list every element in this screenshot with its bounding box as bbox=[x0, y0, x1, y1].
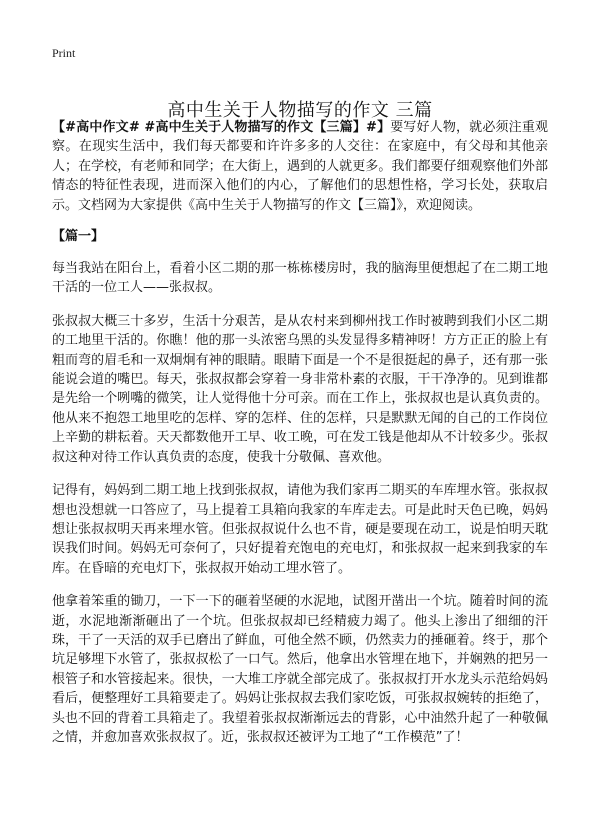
intro-text: 要写好人物，就必须注重观察。在现实生活中，我们每天都要和许许多多的人交往：在家庭中，有父母和其他亲人；在学校，有老师和同学；在大街上，遇到的人就更多。我们都要仔细观察他们外部情态的特征性表现，进而深入他们的内心，了解他们的思想性格，学习长处，获取启示。文档网为大家提供《高中生关于人物描写的作文【三篇】》，欢迎阅读。 bbox=[52, 120, 548, 213]
intro-tags: 【#高中作文# #高中生关于人物描写的作文【三篇】#】 bbox=[52, 120, 391, 135]
section-heading: 【篇一】 bbox=[52, 229, 105, 245]
article-body bbox=[52, 118, 548, 761]
body-paragraph-3: 记得有，妈妈到二期工地上找到张叔叔，请他为我们家再二期买的车库埋水管。张叔叔想也没想就一口答应了，马上提着工具箱向我家的车库走去。可是此时天色已晚，妈妈想让张叔叔明天再来埋水管。但张叔叔说什么也不肯，硬是要现在动工，说是怕明天耽误我们时间。妈妈无可奈何了，只好提着充饱电的充电灯，和张叔叔一起来到我家的车库。在昏暗的充电灯下，张叔叔开始动工埋水管了。 bbox=[52, 483, 548, 576]
body-paragraph-1: 每当我站在阳台上，看着小区二期的那一栋栋楼房时，我的脑海里便想起了在二期工地干活的一位工人——张叔叔。 bbox=[52, 261, 548, 296]
print-label: Print bbox=[52, 46, 76, 60]
body-paragraph-4: 他拿着笨重的锄刀，一下一下的砸着坚硬的水泥地，试图开凿出一个坑。随着时间的流逝，水泥地渐渐砸出了一个坑。但张叔叔却已经精疲力竭了。他头上渗出了细细的汗珠，干了一天活的双手已磨出了鲜血，可他全然不顾，仍然卖力的捶砸着。终于，那个坑足够埋下水管了，张叔叔松了一口气。然后，他拿出水管埋在地下，并娴熟的把另一根管子和水管接起来。很快，一大堆工序就全部完成了。张叔叔打开水龙头示范给妈妈看后，便整理好工具箱要走了。妈妈让张叔叔去我们家吃饭，可张叔叔婉转的拒绝了，头也不回的背着工具箱走了。我望着张叔叔渐渐远去的背影，心中油然升起了一种敬佩之情，并愈加喜欢张叔叔了。近，张叔叔还被评为工地了“工作模范”了！ bbox=[52, 594, 548, 745]
page-title: 高中生关于人物描写的作文 三篇 bbox=[167, 100, 433, 122]
intro-paragraph bbox=[52, 118, 548, 215]
body-paragraph-2: 张叔叔大概三十多岁，生活十分艰苦，是从农村来到柳州找工作时被聘到我们小区二期的工地里干活的。你瞧！他的那一头浓密乌黑的头发显得多精神呀！方方正正的脸上有粗而弯的眉毛和一双炯炯有神的眼睛。眼睛下面是一个不是很挺起的鼻子，还有那一张能说会道的嘴巴。每天，张叔叔都会穿着一身非常朴素的衣服，干干净净的。见到谁都是先给一个咧嘴的微笑，让人觉得他十分可亲。而在工作上，张叔叔也是认真负责的。他从来不抱怨工地里吃的怎样、穿的怎样、住的怎样，只是默默无闻的自己的工作岗位上辛勤的耕耘着。天天都数他开工早、收工晚，可在发工钱是他却从不计较多少。张叔叔这种对待工作认真负责的态度，使我十分敬佩、喜欢他。 bbox=[52, 313, 548, 465]
